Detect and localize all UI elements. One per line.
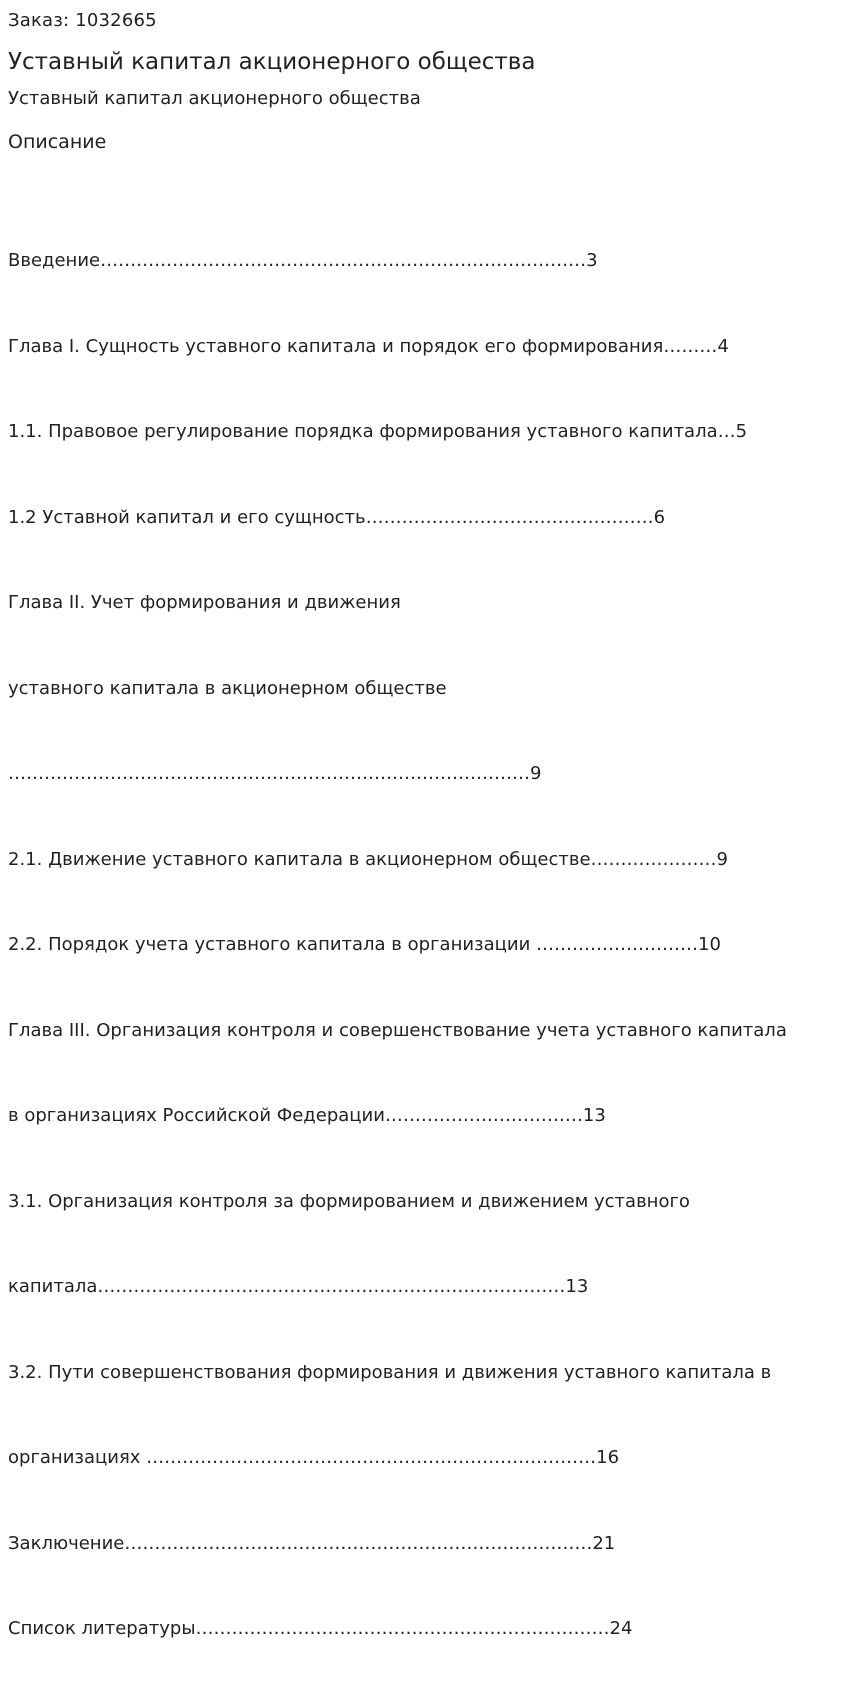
table-of-contents — [8, 190, 838, 1701]
document-subtitle: Уставный капитал акционерного общества — [8, 88, 421, 109]
toc-line: Глава II. Учет формирования и движения — [8, 592, 401, 613]
toc-line: Список литературы……………………………………………………………24 — [8, 1618, 633, 1639]
toc-line: Глава I. Сущность уставного капитала и порядок его формирования………4 — [8, 335, 729, 357]
toc-line: ……………………………………………………………………………9 — [8, 763, 542, 784]
toc-line: в организациях Российской Федерации……………………………13 — [8, 1105, 606, 1126]
toc-line: 2.1. Движение уставного капитала в акционерном обществе…………………9 — [8, 848, 728, 870]
toc-line: Введение………………………………………………………………………3 — [8, 250, 598, 271]
toc-line: 1.2 Уставной капитал и его сущность…………………………………………6 — [8, 506, 666, 528]
toc-line: организациях …………………………………………………………………16 — [8, 1447, 620, 1468]
toc-line: 2.2. Порядок учета уставного капитала в организации ………………………10 — [8, 934, 721, 955]
toc-line: Заключение……………………………………………………………………21 — [8, 1532, 616, 1554]
toc-line: 3.2. Пути совершенствования формирования и движения уставного капитала в — [8, 1361, 772, 1383]
toc-line: капитала……………………………………………………………………13 — [8, 1276, 589, 1297]
description-heading: Описание — [8, 131, 107, 153]
page-title: Уставный капитал акционерного общества — [8, 49, 536, 75]
toc-line: 3.1. Организация контроля за формированием и движением уставного — [8, 1190, 690, 1212]
toc-line: уставного капитала в акционерном обществе — [8, 677, 447, 699]
order-number: Заказ: 1032665 — [8, 10, 157, 31]
toc-line: Глава III. Организация контроля и совершенствование учета уставного капитала — [8, 1019, 787, 1041]
toc-line: 1.1. Правовое регулирование порядка формирования уставного капитала…5 — [8, 421, 748, 442]
